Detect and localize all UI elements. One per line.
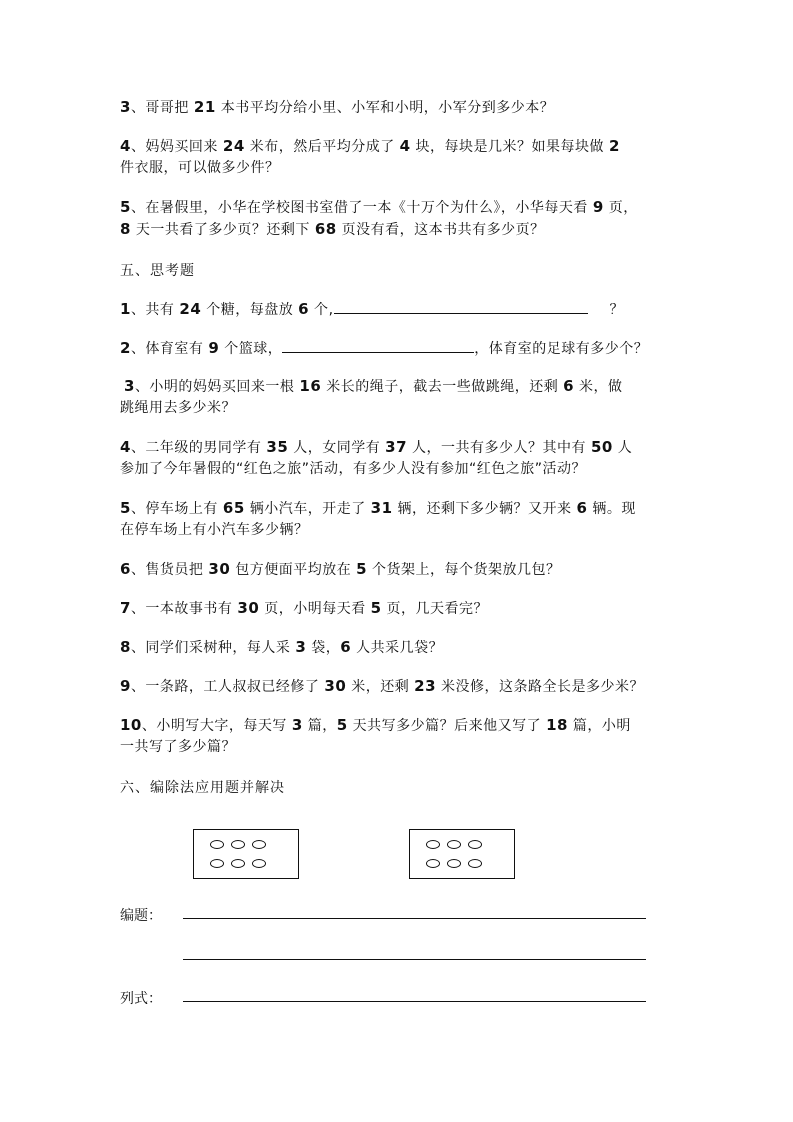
compose-problem-line-1[interactable]	[183, 918, 646, 919]
thinking-problem-5-line-1: 5、停车场上有 65 辆小汽车，开走了 31 辆，还剩下多少辆？又开来 6 辆。现	[120, 499, 636, 517]
oval-icon	[468, 840, 482, 849]
oval-icon	[252, 859, 266, 868]
compose-problem-label: 编题：	[120, 908, 162, 924]
oval-icon	[210, 840, 224, 849]
thinking-problem-7: 7、一本故事书有 30 页，小明每天看 5 页，几天看完？	[120, 599, 489, 617]
answer-blank-2[interactable]	[282, 338, 474, 353]
oval-icon	[426, 859, 440, 868]
equation-label: 列式：	[120, 991, 162, 1007]
thinking-problem-2: 2、体育室有 9 个篮球， ，体育室的足球有多少个？	[120, 339, 649, 357]
thinking-problem-3-line-1: 3、小明的妈妈买回来一根 16 米长的绳子，截去一些做跳绳，还剩 6 米，做	[124, 377, 623, 395]
problem-5-line-2: 8 天一共看了多少页？还剩下 68 页没有看，这本书共有多少页？	[120, 220, 545, 238]
oval-icon	[426, 840, 440, 849]
thinking-problem-9: 9、一条路，工人叔叔已经修了 30 米，还剩 23 米没修，这条路全长是多少米？	[120, 677, 644, 695]
thinking-problem-4-line-1: 4、二年级的男同学有 35 人，女同学有 37 人，一共有多少人？其中有 50 人	[120, 438, 633, 456]
picture-box-left	[193, 829, 299, 879]
compose-problem-line-2[interactable]	[183, 959, 646, 960]
thinking-problem-10-line-2: 一共写了多少篇？	[120, 739, 236, 755]
problem-3: 3、哥哥把 21 本书平均分给小里、小军和小明，小军分到多少本？	[120, 98, 555, 116]
problem-4-line-1: 4、妈妈买回来 24 米布，然后平均分成了 4 块，每块是几米？如果每块做 2	[120, 137, 620, 155]
oval-icon	[468, 859, 482, 868]
problem-5-line-1: 5、在暑假里，小华在学校图书室借了一本《十万个为什么》，小华每天看 9 页，	[120, 198, 638, 216]
answer-blank-1[interactable]	[334, 299, 588, 314]
thinking-problem-4-line-2: 参加了今年暑假的“红色之旅”活动，有多少人没有参加“红色之旅”活动？	[120, 461, 587, 477]
oval-icon	[447, 840, 461, 849]
thinking-problem-6: 6、售货员把 30 包方便面平均放在 5 个货架上，每个货架放几包？	[120, 560, 561, 578]
thinking-problem-1: 1、共有 24 个糖，每盘放 6 个, ？	[120, 300, 625, 318]
thinking-problem-3-line-2: 跳绳用去多少米？	[120, 400, 236, 416]
oval-icon	[447, 859, 461, 868]
thinking-problem-5-line-2: 在停车场上有小汽车多少辆？	[120, 522, 309, 538]
picture-box-right	[409, 829, 515, 879]
oval-icon	[252, 840, 266, 849]
section-6-heading: 六、编除法应用题并解决	[120, 780, 285, 796]
equation-line[interactable]	[183, 1001, 646, 1002]
problem-4-line-2: 件衣服，可以做多少件？	[120, 160, 280, 176]
oval-icon	[210, 859, 224, 868]
thinking-problem-10-line-1: 10、小明写大字，每天写 3 篇，5 天共写多少篇？后来他又写了 18 篇，小明	[120, 716, 631, 734]
section-5-heading: 五、思考题	[120, 263, 195, 279]
oval-icon	[231, 840, 245, 849]
oval-icon	[231, 859, 245, 868]
thinking-problem-8: 8、同学们采树种，每人采 3 袋，6 人共采几袋？	[120, 638, 444, 656]
